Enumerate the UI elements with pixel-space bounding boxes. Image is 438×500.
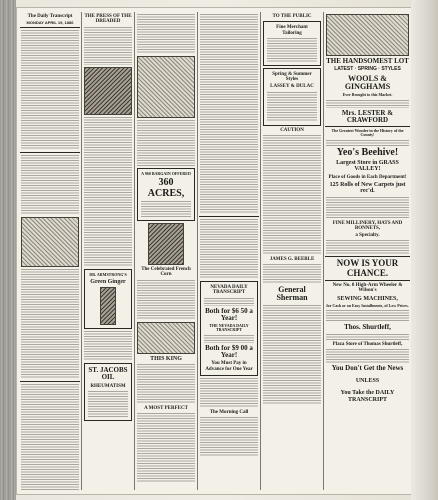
advert-engraving — [326, 14, 409, 56]
subscription-ad-heading: NEVADA DAILY TRANSCRIPT — [210, 285, 248, 296]
ad-body — [204, 298, 254, 306]
ad-body — [88, 391, 128, 417]
take-transcript-line: You Take the DAILY TRANSCRIPT — [340, 390, 395, 403]
price-offer-2: Both for $9 00 a Year! — [205, 343, 253, 359]
divider — [325, 280, 410, 281]
illustration — [21, 217, 79, 267]
ad-body — [326, 240, 409, 254]
handsomest-lot-title: THE HANDSOMEST LOT — [326, 57, 409, 65]
millinery-line: FINE MILLINERY, HATS AND BONNETS, — [332, 220, 403, 231]
article-body — [21, 384, 79, 490]
tailoring-ad — [263, 21, 321, 66]
ad-body — [326, 140, 409, 146]
beeble-ad-title: JAMES G. BEEBLE — [269, 256, 315, 262]
portrait-illustration — [148, 223, 184, 265]
bottle-illustration — [100, 287, 116, 325]
article-body — [200, 378, 258, 408]
ad-body — [204, 335, 254, 343]
article-body — [21, 269, 79, 379]
advance-notice: You Must Pay in Advance for One Year — [205, 361, 253, 372]
ginger-ad — [84, 269, 132, 329]
latest-styles-line: LATEST · SPRING · STYLES — [334, 66, 401, 73]
column-heading: TO THE PUBLIC — [272, 14, 312, 19]
jacobs-oil-subtitle: RHEUMATISM — [90, 383, 126, 389]
sewing-machines-title: SEWING MACHINES, — [337, 295, 398, 302]
article-body — [263, 264, 321, 284]
article-body — [21, 155, 79, 215]
bargain-ad — [137, 168, 195, 221]
right-page-edge — [411, 0, 438, 500]
divider — [20, 381, 80, 382]
article-body — [137, 413, 195, 483]
bargain-ad-title: 360 ACRES, — [147, 177, 185, 199]
divider — [20, 152, 80, 153]
divider — [199, 216, 259, 217]
ad-body — [267, 38, 317, 62]
masthead-title: The Daily Transcript — [27, 14, 73, 19]
jacobs-oil-title: ST. JACOBS OIL — [88, 365, 128, 382]
styles-ad-title: Spring & Summer Styles — [272, 71, 312, 82]
article-body — [137, 364, 195, 404]
sewing-machine-line: New No. 8 High-Arm Wheeler & Wilson's — [332, 283, 403, 294]
morning-call-title: The Morning Call — [209, 409, 249, 415]
column-3 — [135, 12, 198, 490]
price-offer-1: Both for $6 50 a Year! — [205, 306, 253, 322]
ever-brought-line: Ever Brought to this Market. — [342, 92, 393, 98]
your-chance-title: NOW IS YOUR CHANCE. — [336, 258, 399, 278]
each-department-line: Place of Goods in Each Department! — [328, 174, 407, 180]
column-1 — [19, 12, 82, 490]
column-2 — [82, 12, 135, 490]
newspaper-page — [17, 8, 411, 494]
article-body — [263, 305, 321, 405]
illustration — [84, 67, 132, 115]
ginger-ad-title: DR. ARMSTRONG'S — [89, 271, 127, 277]
illustration — [137, 56, 195, 118]
largest-store-line: Largest Store in GRASS VALLEY! — [336, 160, 399, 173]
payments-line: for Cash or on Easy Installments, of Low Prices. — [326, 302, 409, 308]
shurtleff-name: Thos. Shurtleff, — [344, 323, 391, 332]
article-body — [137, 120, 195, 166]
article-body — [84, 331, 132, 361]
article-body — [200, 14, 258, 214]
bargain-ad-heading: A 960 BARGAIN OFFERED — [141, 171, 191, 176]
ad-body — [326, 100, 409, 108]
divider — [20, 27, 80, 28]
news-line: You Don't Get the News — [331, 363, 404, 372]
wools-ginghams-title: WOOLS & GINGHAMS — [344, 73, 391, 91]
ad-body — [326, 310, 409, 322]
divider — [325, 256, 410, 257]
corn-ad-title: The Celebrated French Corn — [141, 267, 191, 278]
unless-line: UNLESS — [355, 378, 380, 385]
article-body — [137, 280, 195, 320]
ad-body — [326, 334, 409, 340]
article-body — [200, 417, 258, 457]
divider — [325, 126, 410, 127]
article-body — [84, 27, 132, 65]
specialty-line: a Specialty. — [355, 233, 380, 239]
lester-crawford-name: Mrs. LESTER & CRAWFORD — [341, 108, 394, 124]
carpets-line: 125 Rolls of New Carpets just rec'd. — [329, 181, 406, 195]
tailoring-ad-title: Fine Merchant Tailoring — [276, 25, 308, 36]
caution-heading: CAUTION — [280, 127, 304, 133]
ad-body — [326, 197, 409, 219]
jacobs-oil-ad — [84, 363, 132, 421]
column-heading: THE PRESS OF THE DREADED — [84, 14, 132, 25]
masthead-dateline: MONDAY APRIL 19, 1886 — [26, 20, 74, 26]
ginger-ad-product: Green Ginger — [90, 278, 126, 285]
beehive-title: Yeo's Beehive! — [336, 146, 399, 158]
article-body — [21, 30, 79, 150]
article-body — [200, 219, 258, 279]
ad-body — [141, 201, 191, 217]
styles-ad-merchant: LASSEY & DULAC — [270, 84, 314, 90]
article-body — [84, 117, 132, 267]
subscription-ad — [200, 281, 258, 376]
column-6 — [324, 12, 411, 490]
illustration — [137, 322, 195, 354]
column-5 — [261, 12, 324, 490]
king-ad-title: THIS KING — [150, 355, 182, 362]
ad-body — [326, 349, 409, 363]
article-body — [137, 14, 195, 54]
binding-edge — [0, 0, 16, 500]
article-body — [263, 135, 321, 255]
sherman-ad-title: General Sherman — [276, 285, 308, 303]
subscription-ad-subheading: THE NEVADA DAILY TRANSCRIPT — [209, 323, 249, 333]
wonder-line: The Greatest Wonder in the History of the County! — [331, 128, 404, 138]
column-4 — [198, 12, 261, 490]
ad-body — [267, 92, 317, 122]
perfect-ad-title: A MOST PERFECT — [144, 405, 188, 411]
styles-ad — [263, 68, 321, 126]
plaza-store-line: Plaza Store of Thomas Shurtleff, — [332, 341, 403, 347]
